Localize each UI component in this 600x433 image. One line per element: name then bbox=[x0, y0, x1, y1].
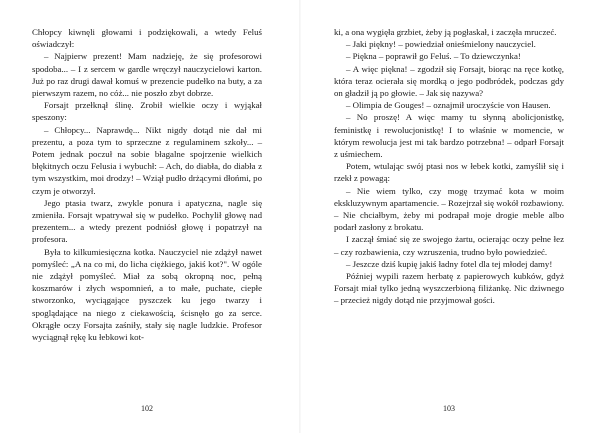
paragraph: Chłopcy kiwnęli głowami i podziękowali, a wtedy Feluś oświadczył: bbox=[32, 27, 262, 50]
book-gutter bbox=[299, 0, 301, 433]
paragraph: I zaczął śmiać się ze swojego żartu, ocierając oczy pełne łez – czy rozbawienia, czy wzruszenia, trudno było powiedzieć. bbox=[334, 234, 564, 257]
paragraph: – A więc piękna! – zgodził się Forsajt, biorąc na ręce kotkę, która teraz ocierała się mordką o jego podbródek, podczas gdy on gładził ją po głowie. – Jak się nazywa? bbox=[334, 63, 564, 99]
paragraph: Jego ptasia twarz, zwykle ponura i apatyczna, nagle się zmieniła. Forsajt wpatrywał się w pudełko. Pochylił głowę nad prezentem... a wtedy prezent podniósł głowę i popatrzył na profesora. bbox=[32, 197, 262, 245]
page-number-left: 102 bbox=[141, 404, 153, 413]
paragraph: – Najpierw prezent! Mam nadzieję, że się profesorowi spodoba... – I z sercem w gardle wręczył nauczycielowi karton. Już po raz drugi dawał komuś w prezencie pudełko na buty, a za pierwszym razem, no cóż... nie poszło zbyt dobrze. bbox=[32, 51, 262, 99]
paragraph: Była to kilkumiesięczna kotka. Nauczyciel nie zdążył nawet pomyśleć: „A na co mi, do licha ciężkiego, jakiś kot?". W ogóle nie zdążył pomyśleć. Miał za sobą okropną noc, pełną koszmarów i złych wspomnień, a to małe, puchate, ciepłe stworzonko, wyciągające pyszczek ku jego twarzy i spoglądające na niego z ciekawością, ścisnęło go za serce. Okrągłe oczy Forsajta zaśniły, stały się nagle ludzkie. Profesor wyciągnął rękę ku łebkowi kot- bbox=[32, 246, 262, 343]
paragraph: – No proszę! A więc mamy tu słynną abolicjonistkę, feministkę i rewolucjonistkę! I to właśnie w momencie, w którym rewolucja jest mi tak bardzo potrzebna! – odparł Forsajt z uśmiechem. bbox=[334, 112, 564, 160]
right-page bbox=[334, 26, 564, 307]
paragraph: – Olimpia de Gouges! – oznajmił uroczyście von Hausen. bbox=[346, 100, 551, 111]
page-number-right: 103 bbox=[443, 404, 455, 413]
paragraph: – Jaki piękny! – powiedział onieśmielony nauczyciel. bbox=[346, 39, 536, 50]
paragraph: Forsajt przełknął ślinę. Zrobił wielkie oczy i wyjąkał speszony: bbox=[32, 100, 262, 123]
paragraph: – Chłopcy... Naprawdę... Nikt nigdy dotąd nie dał mi prezentu, a poza tym to sprzeczne z regulaminem szkoły... – Potem jednak poczuł na sobie błagalne spojrzenie wielkich błękitnych oczu Felusia i wybuchł: – Ach, do diabła, do diabła z tym wszystkim, moi drodzy! – Wziął pudło drżącymi dłońmi, po czym je otworzył. bbox=[32, 124, 262, 196]
paragraph: – Piękna – poprawił go Feluś. – To dziewczynka! bbox=[346, 51, 521, 62]
paragraph: – Jeszcze dziś kupię jakiś ładny fotel dla tej młodej damy! bbox=[346, 258, 553, 269]
paragraph: Później wypili razem herbatę z papierowych kubków, gdyż Forsajt miał tylko jedną wyszczerbioną filiżankę. Nic dziwnego – przecież nigdy dotąd nie przyjmował gości. bbox=[334, 271, 564, 306]
left-page bbox=[32, 26, 262, 343]
paragraph: ki, a ona wygięła grzbiet, żeby ją pogłaskał, i zaczęła mruczeć. bbox=[334, 27, 557, 37]
paragraph: Potem, wtulając swój ptasi nos w łebek kotki, zamyślił się i rzekł z powagą: bbox=[334, 161, 564, 184]
paragraph: – Nie wiem tylko, czy mogę trzymać kota w moim ekskluzywnym apartamencie. – Rozejrzał się wokół rozbawiony. – Nie chciałbym, żeby mi podrapał moje drogie meble albo podarł zasłony z brokatu. bbox=[334, 185, 564, 233]
